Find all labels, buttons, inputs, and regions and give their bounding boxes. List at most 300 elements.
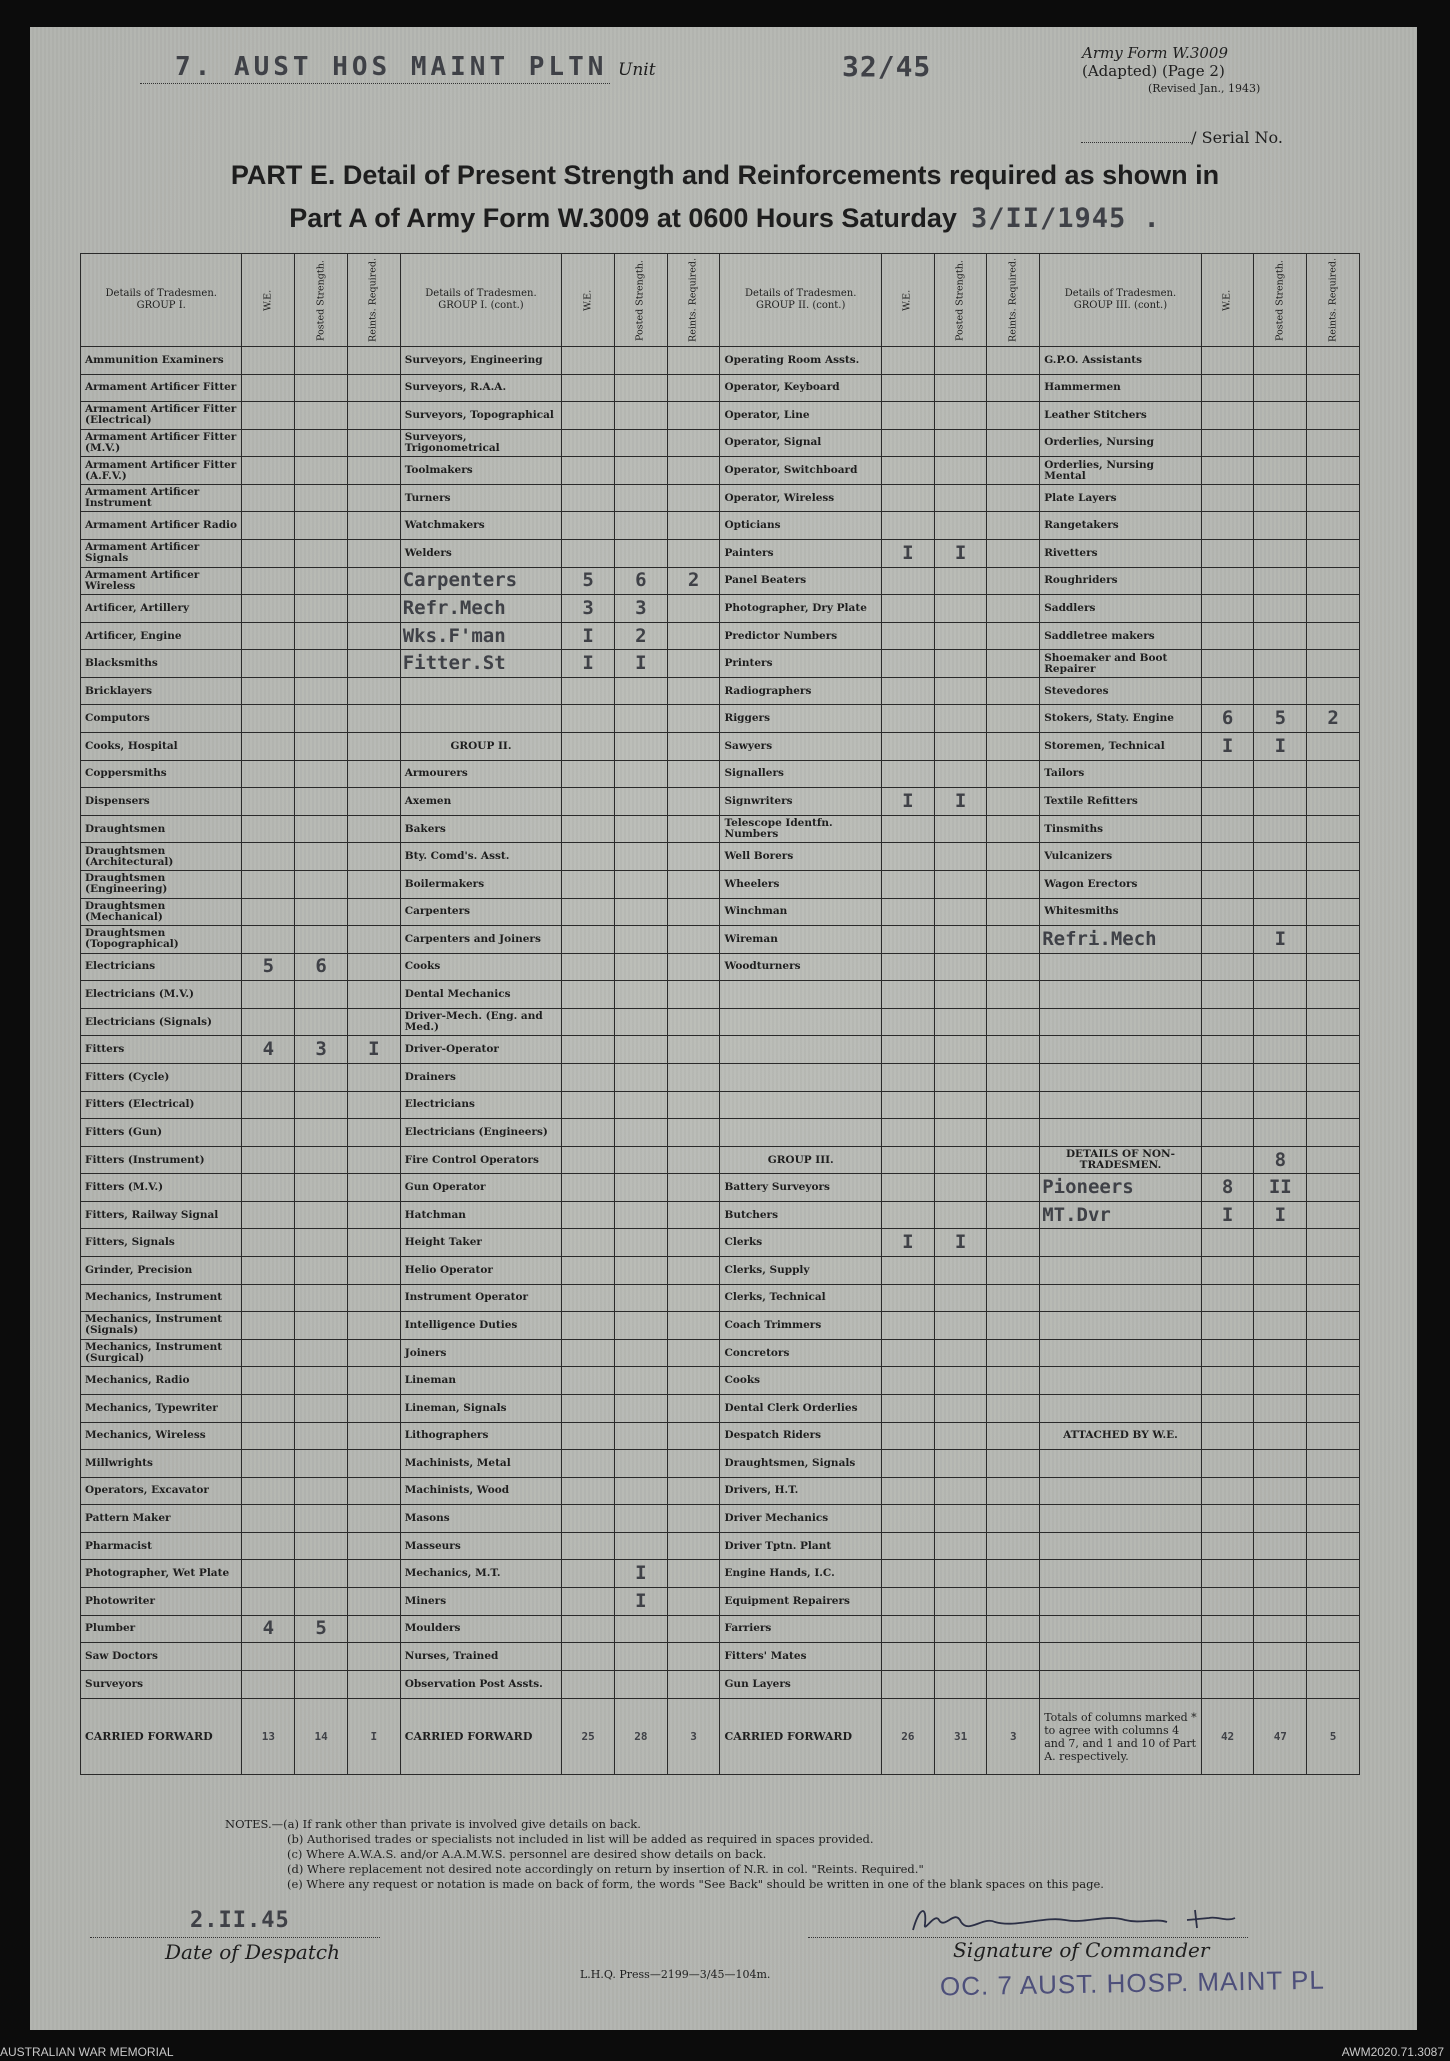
posted-value: 3: [614, 595, 667, 623]
posted-value: [1254, 1312, 1307, 1340]
trade-name: Battery Surveyors: [720, 1174, 881, 1202]
posted-value: I: [614, 650, 667, 678]
table-row: [81, 1587, 1360, 1615]
table-row: [81, 870, 1360, 898]
we-value: [881, 1063, 934, 1091]
trade-name: Concretors: [720, 1339, 881, 1367]
we-value: [881, 1036, 934, 1064]
posted-value: 8: [1254, 1146, 1307, 1174]
posted-value: [1254, 870, 1307, 898]
reints-value: [987, 870, 1040, 898]
table-row: [81, 1643, 1360, 1671]
trade-name: [720, 1008, 881, 1036]
reints-value: [987, 1505, 1040, 1533]
archive-credit: AUSTRALIAN WAR MEMORIAL: [0, 2045, 174, 2059]
posted-value: [295, 1532, 348, 1560]
posted-value: I: [1254, 1201, 1307, 1229]
we-value: [1201, 1367, 1254, 1395]
we-value: [562, 1560, 615, 1588]
trade-name: Farriers: [720, 1615, 881, 1643]
posted-value: [295, 677, 348, 705]
we-value: [881, 484, 934, 512]
we-value: [562, 677, 615, 705]
posted-value: [614, 1146, 667, 1174]
trade-name: Fitters, Signals: [81, 1229, 242, 1257]
reints-value: [987, 1450, 1040, 1478]
table-row: [81, 595, 1360, 623]
trade-name: Mechanics, M.T.: [400, 1560, 561, 1588]
reints-value: [667, 1063, 720, 1091]
we-value: [242, 346, 295, 374]
trade-name: Toolmakers: [400, 457, 561, 485]
reints-value: [347, 1615, 400, 1643]
reints-value: [987, 1422, 1040, 1450]
reints-value: [1307, 1615, 1360, 1643]
trade-name: Saddletree makers: [1040, 622, 1201, 650]
carry-label: CARRIED FORWARD: [400, 1699, 561, 1775]
reints-value: [347, 457, 400, 485]
trade-name: Millwrights: [81, 1450, 242, 1478]
reints-value: [667, 1477, 720, 1505]
posted-value: [614, 926, 667, 954]
we-value: [881, 1643, 934, 1671]
posted-value: [1254, 953, 1307, 981]
posted-value: [614, 1063, 667, 1091]
reints-value: [667, 1422, 720, 1450]
table-row: [81, 1201, 1360, 1229]
we-value: [881, 1257, 934, 1285]
posted-value: [934, 843, 987, 871]
posted-value: [1254, 1036, 1307, 1064]
we-value: [562, 1008, 615, 1036]
trade-name: Operators, Excavator: [81, 1477, 242, 1505]
we-value: [242, 595, 295, 623]
reints-value: [987, 567, 1040, 595]
trade-name: Boilermakers: [400, 870, 561, 898]
trade-name: Height Taker: [400, 1229, 561, 1257]
posted-value: [1254, 512, 1307, 540]
reints-value: [987, 1394, 1040, 1422]
col-reints: Reints. Required.: [987, 254, 1040, 347]
reints-value: [667, 1146, 720, 1174]
reints-value: [1307, 622, 1360, 650]
reints-value: [987, 1257, 1040, 1285]
trade-name: Armament Artificer Wireless: [81, 567, 242, 595]
posted-value: [1254, 1367, 1307, 1395]
header-row: [81, 254, 1360, 347]
reints-value: [1307, 1422, 1360, 1450]
trade-name: Fitters (Instrument): [81, 1146, 242, 1174]
serial-label: / Serial No.: [1191, 128, 1283, 147]
we-value: [881, 870, 934, 898]
reints-value: [987, 1587, 1040, 1615]
trade-name: Signallers: [720, 760, 881, 788]
posted-value: [295, 484, 348, 512]
posted-value: 3: [295, 1036, 348, 1064]
posted-value: [295, 650, 348, 678]
table-row: [81, 1312, 1360, 1340]
reints-value: [667, 402, 720, 430]
reints-value: [347, 374, 400, 402]
we-value: [881, 595, 934, 623]
reints-value: [667, 540, 720, 568]
we-value: [562, 1422, 615, 1450]
reints-value: [1307, 1587, 1360, 1615]
trade-name: Clerks, Supply: [720, 1257, 881, 1285]
we-value: [881, 1119, 934, 1147]
trade-name: Bakers: [400, 815, 561, 843]
we-value: [881, 1587, 934, 1615]
posted-value: [295, 815, 348, 843]
posted-value: [934, 484, 987, 512]
posted-value: [934, 595, 987, 623]
we-value: [242, 567, 295, 595]
reints-value: [347, 733, 400, 761]
trade-name: Orderlies, Nursing: [1040, 429, 1201, 457]
we-value: [242, 1174, 295, 1202]
we-value: [242, 843, 295, 871]
we-value: 3: [562, 595, 615, 623]
reints-value: [347, 595, 400, 623]
trade-name: Draughtsmen (Engineering): [81, 870, 242, 898]
we-value: [242, 457, 295, 485]
posted-value: [1254, 1257, 1307, 1285]
col-we: W.E.: [881, 254, 934, 347]
we-value: [562, 1119, 615, 1147]
we-value: [881, 1532, 934, 1560]
reints-value: [347, 1532, 400, 1560]
posted-value: [295, 760, 348, 788]
trade-name: Bricklayers: [81, 677, 242, 705]
we-value: [242, 1532, 295, 1560]
reints-value: [667, 512, 720, 540]
reints-value: [1307, 1339, 1360, 1367]
posted-value: [614, 898, 667, 926]
reints-value: [347, 870, 400, 898]
reints-value: [1307, 1091, 1360, 1119]
posted-value: [1254, 540, 1307, 568]
form-name: Army Form W.3009: [1082, 44, 1228, 62]
we-value: [242, 429, 295, 457]
trade-name: Surveyors, Trigonometrical: [400, 429, 561, 457]
we-value: [562, 1643, 615, 1671]
posted-value: [295, 1505, 348, 1533]
we-value: [881, 733, 934, 761]
trade-name: [1040, 1367, 1201, 1395]
table-row: [81, 457, 1360, 485]
posted-value: [934, 1560, 987, 1588]
reints-value: [347, 484, 400, 512]
we-value: [881, 1174, 934, 1202]
unit-stamp: OC. 7 AUST. HOSP. MAINT PL: [939, 1964, 1326, 2002]
reints-value: [667, 1532, 720, 1560]
reints-value: [987, 402, 1040, 430]
posted-value: [295, 1229, 348, 1257]
posted-value: 5: [295, 1615, 348, 1643]
reints-value: [987, 622, 1040, 650]
reints-value: [667, 898, 720, 926]
trade-name: Fitters (Electrical): [81, 1091, 242, 1119]
we-value: [562, 1367, 615, 1395]
we-value: [242, 815, 295, 843]
we-value: [242, 512, 295, 540]
col-we: W.E.: [242, 254, 295, 347]
posted-value: [295, 1670, 348, 1698]
report-date: 3/II/1945 .: [970, 203, 1161, 234]
we-value: [242, 650, 295, 678]
we-value: [562, 1339, 615, 1367]
reints-value: [987, 1036, 1040, 1064]
we-value: [881, 1091, 934, 1119]
reints-value: [667, 843, 720, 871]
posted-value: [934, 374, 987, 402]
trade-name: Storemen, Technical: [1040, 733, 1201, 761]
posted-value: [934, 1450, 987, 1478]
trade-name: Mechanics, Instrument: [81, 1284, 242, 1312]
we-value: [562, 1532, 615, 1560]
reints-value: [1307, 1119, 1360, 1147]
trade-name: Fire Control Operators: [400, 1146, 561, 1174]
reints-value: [1307, 926, 1360, 954]
posted-value: [934, 1257, 987, 1285]
table-row: [81, 346, 1360, 374]
reints-value: [1307, 1146, 1360, 1174]
trade-name: Artificer, Artillery: [81, 595, 242, 623]
trade-name: [400, 677, 561, 705]
we-value: [1201, 1146, 1254, 1174]
trade-name: Electricians (Signals): [81, 1008, 242, 1036]
reints-value: [1307, 1201, 1360, 1229]
we-value: [1201, 1560, 1254, 1588]
reints-value: [987, 595, 1040, 623]
posted-value: [934, 815, 987, 843]
we-value: [562, 815, 615, 843]
trade-name: Masseurs: [400, 1532, 561, 1560]
trade-name: [400, 705, 561, 733]
reints-value: [667, 705, 720, 733]
we-value: I: [881, 1229, 934, 1257]
posted-value: [295, 1422, 348, 1450]
reints-value: [1307, 595, 1360, 623]
reints-value: [987, 1560, 1040, 1588]
reints-value: [347, 981, 400, 1009]
posted-value: [295, 898, 348, 926]
trade-name: Predictor Numbers: [720, 622, 881, 650]
reints-value: [987, 374, 1040, 402]
note-b: (b) Authorised trades or specialists not included in list will be added as required in spaces provided.: [287, 1832, 874, 1846]
posted-value: [614, 1670, 667, 1698]
we-value: [881, 346, 934, 374]
posted-value: [614, 1091, 667, 1119]
carry-g2c-posted: 31: [934, 1699, 987, 1775]
we-value: [562, 1257, 615, 1285]
reints-value: [667, 1008, 720, 1036]
reints-value: [1307, 1450, 1360, 1478]
reints-value: [1307, 1505, 1360, 1533]
trade-name: Hammermen: [1040, 374, 1201, 402]
we-value: [1201, 815, 1254, 843]
posted-value: [295, 1450, 348, 1478]
trade-name: Operator, Keyboard: [720, 374, 881, 402]
posted-value: I: [614, 1560, 667, 1588]
reints-value: [347, 1229, 400, 1257]
trade-name: Mechanics, Typewriter: [81, 1394, 242, 1422]
we-value: [242, 484, 295, 512]
we-value: [242, 1587, 295, 1615]
we-value: [1201, 1394, 1254, 1422]
table-row: [81, 1532, 1360, 1560]
reints-value: [1307, 1036, 1360, 1064]
totals-note: Totals of columns marked * to agree with columns 4 and 7, and 1 and 10 of Part A. respectively.: [1040, 1699, 1201, 1775]
reints-value: [347, 1174, 400, 1202]
despatch-label: Date of Despatch: [165, 1940, 340, 1964]
trade-name: Wks.F'man: [400, 622, 561, 650]
table-row: [81, 1394, 1360, 1422]
trade-name: [720, 1063, 881, 1091]
trade-name: Sawyers: [720, 733, 881, 761]
we-value: I: [1201, 1201, 1254, 1229]
trade-name: [1040, 1008, 1201, 1036]
posted-value: [1254, 1063, 1307, 1091]
trade-name: Watchmakers: [400, 512, 561, 540]
reints-value: [1307, 788, 1360, 816]
posted-value: [1254, 595, 1307, 623]
col-reints: Reints. Required.: [1307, 254, 1360, 347]
we-value: [1201, 1339, 1254, 1367]
we-value: [242, 1670, 295, 1698]
we-value: [881, 402, 934, 430]
table-row: [81, 1367, 1360, 1395]
reints-value: [1307, 650, 1360, 678]
reints-value: [1307, 1008, 1360, 1036]
trade-name: Rivetters: [1040, 540, 1201, 568]
table-row: [81, 1091, 1360, 1119]
trade-name: Wireman: [720, 926, 881, 954]
table-row: [81, 953, 1360, 981]
posted-value: 5: [1254, 705, 1307, 733]
posted-value: 6: [295, 953, 348, 981]
we-value: [881, 429, 934, 457]
table-row: [81, 1422, 1360, 1450]
trade-name: Fitters (Gun): [81, 1119, 242, 1147]
reints-value: [667, 1229, 720, 1257]
table-row: [81, 1119, 1360, 1147]
carried-forward-row: [81, 1699, 1360, 1775]
table-row: [81, 760, 1360, 788]
posted-value: [614, 1229, 667, 1257]
we-value: [1201, 1119, 1254, 1147]
posted-value: [614, 1477, 667, 1505]
posted-value: [614, 815, 667, 843]
posted-value: [295, 926, 348, 954]
posted-value: [1254, 1532, 1307, 1560]
posted-value: [614, 1367, 667, 1395]
table-row: [81, 788, 1360, 816]
posted-value: [295, 1201, 348, 1229]
posted-value: [295, 1587, 348, 1615]
reints-value: [667, 1201, 720, 1229]
trade-name: Operator, Line: [720, 402, 881, 430]
posted-value: [295, 1477, 348, 1505]
posted-value: [614, 953, 667, 981]
reints-value: [987, 540, 1040, 568]
reints-value: [987, 760, 1040, 788]
we-value: [562, 898, 615, 926]
we-value: [562, 374, 615, 402]
reints-value: [347, 1450, 400, 1478]
trade-name: Wheelers: [720, 870, 881, 898]
we-value: [881, 898, 934, 926]
reints-value: [1307, 540, 1360, 568]
posted-value: [614, 760, 667, 788]
posted-value: [1254, 484, 1307, 512]
reints-value: [1307, 1532, 1360, 1560]
trade-name: Surveyors, R.A.A.: [400, 374, 561, 402]
carry-g2c-reints: 3: [987, 1699, 1040, 1775]
posted-value: II: [1254, 1174, 1307, 1202]
posted-value: [295, 1643, 348, 1671]
reints-value: [347, 1119, 400, 1147]
posted-value: [295, 346, 348, 374]
we-value: [1201, 1091, 1254, 1119]
trade-name: Armament Artificer Fitter (Electrical): [81, 402, 242, 430]
we-value: [1201, 1063, 1254, 1091]
col-posted: Posted Strength.: [614, 254, 667, 347]
posted-value: [295, 981, 348, 1009]
posted-value: [295, 1284, 348, 1312]
we-value: [242, 1312, 295, 1340]
we-value: [881, 953, 934, 981]
reints-value: [1307, 1394, 1360, 1422]
posted-value: [295, 1174, 348, 1202]
trade-name: Gun Operator: [400, 1174, 561, 1202]
trade-name: Refr.Mech: [400, 595, 561, 623]
reints-value: [667, 760, 720, 788]
we-value: [881, 1312, 934, 1340]
we-value: [562, 484, 615, 512]
posted-value: [614, 1119, 667, 1147]
table-row: [81, 567, 1360, 595]
trade-name: Dental Mechanics: [400, 981, 561, 1009]
trade-name: GROUP II.: [400, 733, 561, 761]
trade-name: [1040, 981, 1201, 1009]
reints-value: [667, 595, 720, 623]
posted-value: [1254, 622, 1307, 650]
table-row: [81, 981, 1360, 1009]
posted-value: [934, 1312, 987, 1340]
despatch-date: 2.II.45: [190, 1908, 290, 1933]
posted-value: I: [934, 1229, 987, 1257]
reints-value: [1307, 981, 1360, 1009]
title-line-2: [0, 203, 1450, 234]
reints-value: [987, 926, 1040, 954]
trade-name: Mechanics, Instrument (Signals): [81, 1312, 242, 1340]
posted-value: [614, 429, 667, 457]
trade-name: Equipment Repairers: [720, 1587, 881, 1615]
reints-value: [1307, 733, 1360, 761]
we-value: [562, 843, 615, 871]
reints-value: [347, 926, 400, 954]
trade-name: Butchers: [720, 1201, 881, 1229]
trade-name: Riggers: [720, 705, 881, 733]
we-value: [1201, 788, 1254, 816]
reints-value: [347, 1201, 400, 1229]
reints-value: [1307, 429, 1360, 457]
posted-value: [614, 1532, 667, 1560]
reints-value: [1307, 484, 1360, 512]
trade-name: [720, 1091, 881, 1119]
posted-value: [934, 622, 987, 650]
